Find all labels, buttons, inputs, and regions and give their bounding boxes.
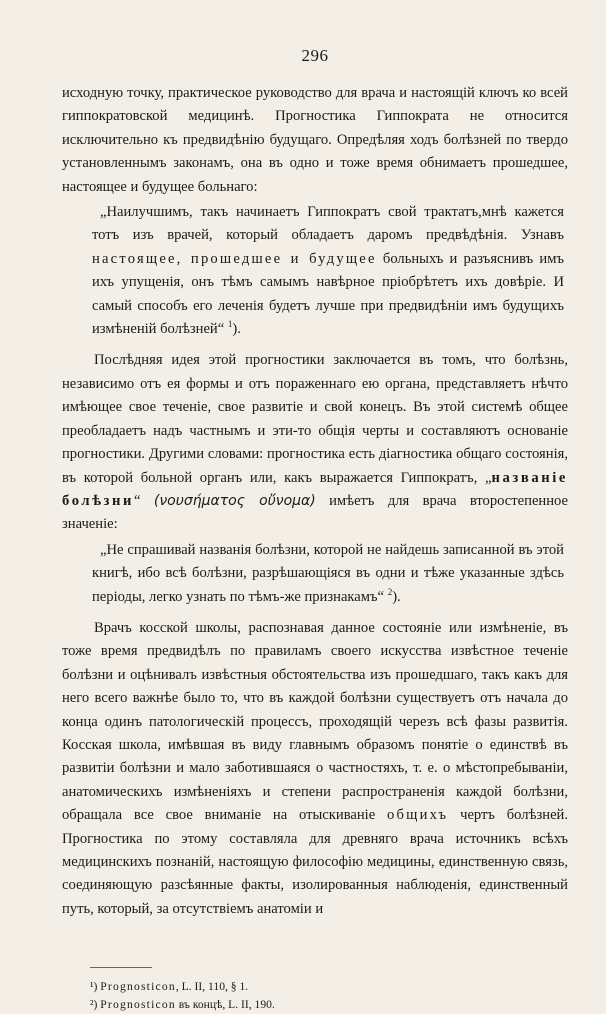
footnotes [62, 978, 568, 1014]
quote-2 [62, 539, 568, 609]
footnote-1-title: Prognosticon [100, 980, 176, 994]
footnote-2-marker: ²) [90, 998, 98, 1012]
paragraph-2-part-a: Послѣдняя идея этой прогностики заключается въ томъ, что болѣзнь, независимо отъ ея формы и отъ пораженнаго ею органа, представляетъ нѣчто имѣющее свое теченіе, свое развитіе и свой конецъ. Въ этой системѣ общее преобладаетъ надъ частнымъ и эти-то общія черты и составляютъ основаніе прогностики. Другими словами: прогностика есть діагностика общаго состоянія, въ которой больной органъ или, какъ выражается Гиппократъ, „ [62, 352, 568, 486]
quote-1 [62, 201, 568, 341]
quote-2-body: „Не спрашивай названія болѣзни, которой не найдешь записанной въ этой книгѣ, ибо всѣ болѣзни, разрѣшающіяся въ одни и тѣже указанные здѣсь періоды, легко узнать по тѣмъ-же признакамъ“ [92, 541, 564, 605]
quote-1-part-a: „Наилучшимъ, такъ начинаетъ Гиппократъ свой трактатъ,мнѣ кажется тотъ изъ врачей, который обладаетъ даромъ предвѣдѣнія. Узнавъ [92, 204, 564, 244]
quote-1-end: ). [232, 321, 241, 338]
footnote-1 [90, 978, 568, 996]
footnote-1-rest: , L. II, 110, § 1. [175, 980, 249, 994]
paragraph-3 [62, 617, 568, 921]
greek-phrase: (νουσήματος οὔνομα) [153, 492, 316, 509]
paragraph-1-text: исходную точку, практическое руководство для врача и настоящій ключъ ко всей гиппократовской медицинѣ. Прогностика Гиппократа не относится исключительно къ предвидѣнію будущаго. Опредѣляя ходъ болѣзней по твердо установленнымъ законамъ, она въ одно и тоже время обнимаетъ прошедшее, настоящее и будущее больнаго: [62, 85, 568, 195]
main-text [62, 82, 568, 921]
quote-2-end: ). [392, 588, 401, 605]
paragraph-3-part-a: Врачъ косской школы, распознавая данное состояніе или измѣненіе, въ тоже время предвидѣлъ по правиламъ своего искусства извѣстное теченіе болѣзни и оцѣнивалъ извѣстныя обстоятельства изъ прошедшаго, такъ какъ для него всего важнѣе было то, что въ каждой болѣзни существуетъ отъ начала до конца одинъ патологическій процессъ, проходящій черезъ всѣ фазы развитія. Косская школа, имѣвшая въ виду главнымъ образомъ понятіе о единствѣ въ развитіи болѣзни и мало заботившаяся о частностяхъ, т. е. о мѣстопребываніи, анатомическихъ измѣненіяхъ и степени распространенія каждой болѣзни, обращала все свое вниманіе на отыскиваніе [62, 619, 568, 824]
quote-1-text [92, 201, 564, 341]
footnote-2-rest: въ концѣ, L. II, 190. [175, 998, 275, 1012]
paragraph-3-emphasis: общихъ [387, 807, 449, 824]
page-number: 296 [301, 46, 329, 65]
paragraph-2-part-c: имѣетъ для врача второстепенное значеніе: [62, 492, 568, 533]
paragraph-1 [62, 82, 568, 199]
quote-1-part-c: больныхъ и разъяснивъ имъ ихъ упущенія, онъ тѣмъ самымъ навѣрное пріобрѣтетъ ихъ довѣріе. И самый способъ его леченія будетъ лучше при предвидѣніи имъ будущихъ измѣненій болѣзней“ [92, 250, 565, 338]
footnote-2-title: Prognosticon [100, 998, 176, 1012]
footnote-ref-2[interactable]: 2 [387, 586, 393, 597]
paragraph-2-close-quote: “ [134, 492, 141, 509]
footnote-2 [90, 996, 568, 1014]
paragraph-2-emphasis: названіе болѣзни [62, 469, 568, 509]
paragraph-2 [62, 349, 568, 536]
quote-2-text [92, 539, 564, 609]
quote-1-emphasis: настоящее, прошедшее и будущее [92, 250, 377, 267]
footnote-ref-1[interactable]: 1 [227, 319, 233, 330]
paragraph-3-part-b: чертъ болѣзней. Прогностика по этому составляла для древняго врача источникъ всѣхъ медицинскихъ познаній, настоящую философію медицины, единственную связь, соединяющую разсѣянные факты, изолированныя наблюденія, единственный путь, который, за отсутствіемъ анатоміи и [62, 807, 569, 917]
footnote-1-marker: ¹) [90, 980, 98, 994]
footnote-divider [90, 967, 152, 968]
